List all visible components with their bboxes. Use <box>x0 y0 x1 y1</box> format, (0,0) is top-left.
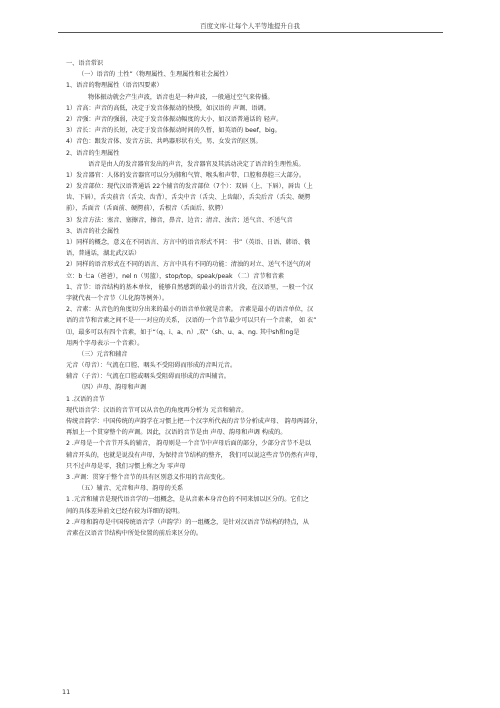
text-line: 元音（母音）：气流在口腔、咽头不受阻碍而形成的音叫元音。 <box>66 362 237 370</box>
text-line: 2）同样的语音形式在不同的语言、方言中具有不同的功能：清浊的对立、送气不送气的对 <box>66 261 312 269</box>
text-line: （四）声母、韵母和声调 <box>78 384 147 392</box>
text-line: 一、语音常识 <box>66 60 104 67</box>
text-line: （一）语音的 土性”（物理属性、生理属性和社会属性） <box>78 71 232 79</box>
page-header: 百度文库-让每个人平等地提升自我 <box>200 22 300 30</box>
text-line: 1）音高：声音的高低，决定于发音体振动的快慢，如汉语的 声调、语调。 <box>66 104 270 112</box>
text-line: 语，普通话，湖北武汉话） <box>66 250 141 258</box>
text-line: 2、音素：从音色的角度切分出来的最小的语音单位就是音素。 音素是最小的语音单位，汉 <box>66 306 314 314</box>
text-line: 前），舌面音（舌面前、硬腭前），舌根音（舌面后、软腭） <box>66 205 227 213</box>
text-line: 齿、下唇），舌尖前音（舌尖、齿背），舌尖中音（舌尖、上齿龈），舌尖后音（舌尖、硬腭 <box>66 194 311 202</box>
text-line: 语音是由人的发音器官发出的声音，发音器官及其活动决定了语音的生理性质。 <box>88 160 305 168</box>
text-line: 4）音色：跟发音体、发音方法、共鸣器形状有关，男、女发音的区别。 <box>66 138 262 146</box>
text-line: 辅音（子音）：气流在口腔或咽头受阻碍而形成的音叫辅音。 <box>66 373 230 381</box>
text-line: 1、语音的物理属性（语音四要素） <box>66 82 163 90</box>
text-line: 1 .元音和辅音是现代语音学的一组概念，是从音素本身音色的不同来加以区分的。它们之 <box>66 496 309 504</box>
text-line: 2）发音部位：现代汉语普通话 22个辅音的发音部位（7个）：双唇（上、下唇），唇齿（上 <box>66 183 313 191</box>
text-line: 1、音节：语音结构的基本单位， 能够自然感到的最小的语音片段，在汉语里，一般一个汉 <box>66 283 314 291</box>
text-line: 2、语音的生理属性 <box>66 149 120 157</box>
text-line: （三）元音和辅音 <box>78 350 128 358</box>
text-line: 1）同样的概念，意义在不同语言、方言中的语音形式不同： 书”（英语、日语、韩语、俄 <box>66 239 311 246</box>
text-line: （五）辅音、元音和声母、韵母的关系 <box>78 485 184 493</box>
text-line: 1 .汉语的音节 <box>66 395 105 403</box>
text-line: 3 .声调：贯穿于整个音节的具有区别意义作用的音高变化。 <box>66 473 229 481</box>
document-body <box>66 58 444 539</box>
text-line: 物体振动就会产生声波，语音也是一种声波，一般通过空气来传播。 <box>88 93 274 101</box>
text-line: 再加上一个贯穿整个的声调。因此，汉语的音节是由 声母、韵母和声调 构成的。 <box>66 429 287 437</box>
text-line: 只不过声母是零，我们习惯上称之为 零声母 <box>66 462 186 470</box>
text-line: 3、语音的社会属性 <box>66 227 120 235</box>
text-line: 2 .声母和韵母是中国传统语音学（声韵学）的一组概念，是针对汉语音节结构的特点，从 <box>66 518 309 526</box>
header-divider <box>58 32 443 33</box>
text-line: 3）发音方法：塞音、塞擦音，擦音，鼻音、边音；清音、浊音；送气音、不送气音 <box>66 216 293 224</box>
text-line: 传统音韵学：中国传统的声韵学在习惯上把一个汉字所代表的音节分析成声母、 韵母两部分， <box>66 418 322 425</box>
text-line: 3）音长：声音的长短，决定于发音体振动时间的久暂，如英语的 beef，big。 <box>66 127 281 135</box>
text-line: 2 .声母是一个音节开头的辅音， 韵母则是一个音节中声母后面的部分，少部分音节不是以 <box>66 440 311 448</box>
text-line: 立：b 七a（爸爸），nel n（男篮），stop/top，speak/peak （二）音节和音素 <box>66 272 285 280</box>
text-line: 音素在汉语音节结构中所处位置的前后来区分的。 <box>66 529 203 537</box>
text-line: 语的音节和音素之间不是一一对应的关系， 汉语的一个音节最少可以只有一个音素， 如 衣” <box>66 317 317 325</box>
text-line: 辅音开头的，也就是说没有声母，为保持音节结构的整齐， 我们可以说这些音节仍然有声母， <box>66 451 322 459</box>
page-number: 11 <box>62 688 71 696</box>
text-line: 2）音强：声音的强弱，决定于发音体振动幅度的大小，如汉语普通话的 轻声。 <box>66 115 283 123</box>
text-line: 字就代表一个音节（儿化韵等例外）。 <box>66 294 169 302</box>
text-line: 用两个字母表示一个音素）。 <box>66 339 144 347</box>
text-line: 间的具体差异前文已经有较为详细的说明。 <box>66 507 184 515</box>
text-line: ⑴，最多可以有四个音素，如于“（q、i、a、n）,双”（sh、u、a、ng. 其中sh和ng是 <box>66 328 300 336</box>
text-line: 现代语音学：汉语的音节可以从音色的角度再分析为 元音和辅音。 <box>66 406 248 414</box>
text-line: 1）发音器官：人体的发音器官可以分为肺和气管、喉头和声带、口腔和鼻腔三大部分。 <box>66 171 306 179</box>
